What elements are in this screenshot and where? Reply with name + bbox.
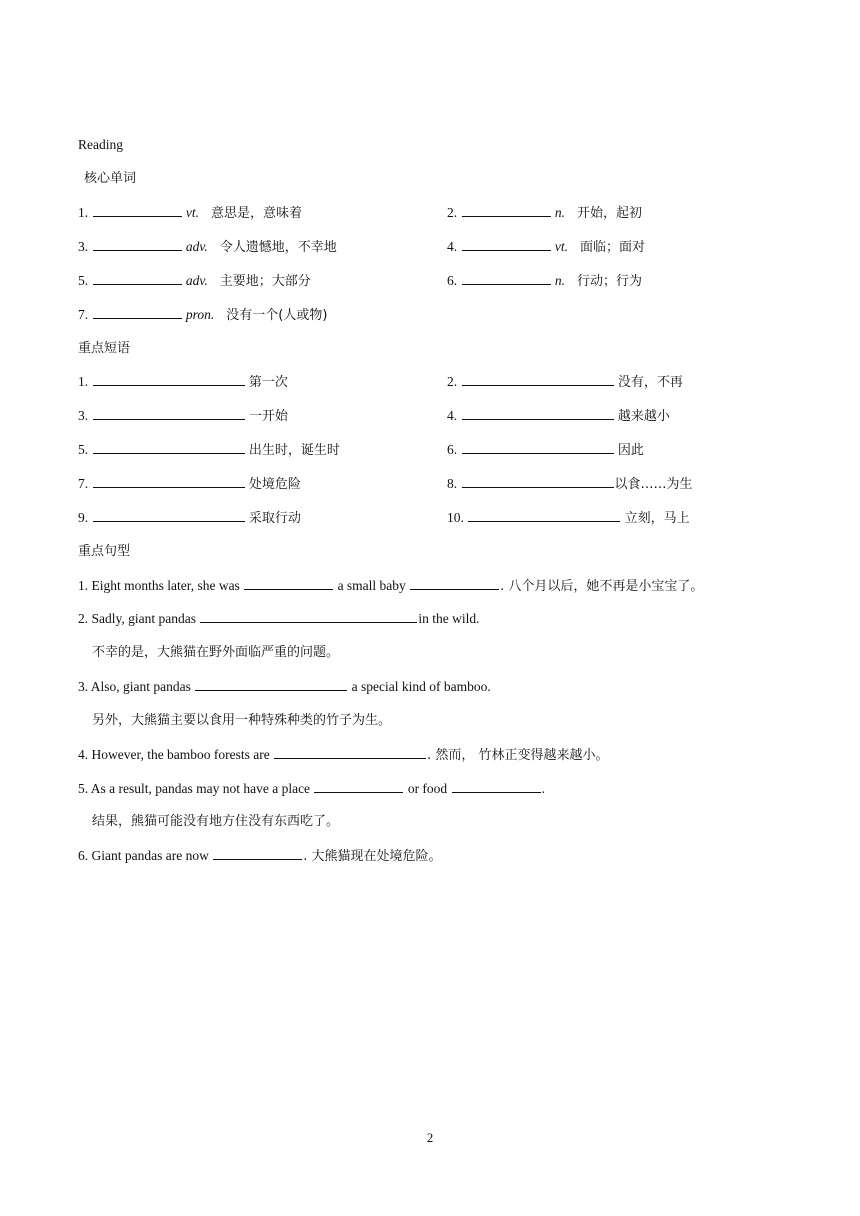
sentence-translation: 结果，熊猫可能没有地方住没有东西吃了。 (92, 814, 340, 829)
phrase-item: 4. 越来越小 (447, 408, 670, 424)
answer-blank[interactable] (462, 238, 551, 251)
phrase-item: 1. 第一次 (78, 374, 288, 390)
vocab-item: 5. adv. 主要地；大部分 (78, 273, 311, 289)
sentence-item: 6. Giant pandas are now . 大熊猫现在处境危险。 (78, 848, 442, 864)
phrase-item: 9. 采取行动 (78, 510, 301, 526)
answer-blank[interactable] (195, 678, 347, 691)
answer-blank[interactable] (462, 272, 551, 285)
page-title: Reading (78, 137, 123, 152)
answer-blank[interactable] (410, 577, 499, 590)
answer-blank[interactable] (462, 407, 614, 420)
phrase-item: 6. 因此 (447, 442, 644, 458)
answer-blank[interactable] (93, 204, 182, 217)
answer-blank[interactable] (93, 272, 182, 285)
sentence-item: 1. Eight months later, she was a small baby . 八个月以后，她不再是小宝宝了。 (78, 578, 704, 594)
phrase-item: 2. 没有，不再 (447, 374, 683, 390)
sentence-item: 4. However, the bamboo forests are . 然而， 竹林正变得越来越小。 (78, 747, 609, 763)
answer-blank[interactable] (93, 373, 245, 386)
answer-blank[interactable] (462, 373, 614, 386)
vocab-item: 7. pron. 没有一个(人或物) (78, 307, 328, 323)
answer-blank[interactable] (93, 306, 182, 319)
page-number: 2 (426, 1130, 434, 1145)
vocab-heading: 核心单词 (84, 171, 137, 186)
vocab-item: 6. n. 行动；行为 (447, 273, 643, 289)
answer-blank[interactable] (462, 441, 614, 454)
answer-blank[interactable] (93, 475, 245, 488)
sentence-item: 5. As a result, pandas may not have a place or food . (78, 781, 545, 796)
answer-blank[interactable] (314, 780, 403, 793)
sentence-translation: 另外，大熊猫主要以食用一种特殊种类的竹子为生。 (92, 713, 392, 728)
phrase-item: 5. 出生时，诞生时 (78, 442, 340, 458)
phrase-item: 8. 以食……为生 (447, 476, 693, 492)
sentence-item: 3. Also, giant pandas a special kind of bamboo. (78, 679, 491, 694)
answer-blank[interactable] (93, 441, 245, 454)
answer-blank[interactable] (93, 238, 182, 251)
sentences-heading: 重点句型 (78, 544, 131, 559)
answer-blank[interactable] (468, 509, 620, 522)
phrase-item: 7. 处境危险 (78, 476, 301, 492)
phrase-item: 3. 一开始 (78, 408, 288, 424)
answer-blank[interactable] (462, 475, 614, 488)
vocab-item: 1. vt. 意思是，意味着 (78, 205, 303, 221)
phrases-heading: 重点短语 (78, 341, 131, 356)
vocab-item: 4. vt. 面临；面对 (447, 239, 646, 255)
vocab-item: 3. adv. 令人遗憾地，不幸地 (78, 239, 337, 255)
answer-blank[interactable] (462, 204, 551, 217)
answer-blank[interactable] (452, 780, 541, 793)
answer-blank[interactable] (244, 577, 333, 590)
answer-blank[interactable] (93, 509, 245, 522)
answer-blank[interactable] (213, 847, 302, 860)
vocab-item: 2. n. 开始，起初 (447, 205, 643, 221)
sentence-item: 2. Sadly, giant pandas in the wild. (78, 611, 480, 626)
answer-blank[interactable] (274, 746, 426, 759)
phrase-item: 10. 立刻，马上 (447, 510, 690, 526)
sentence-translation: 不幸的是，大熊猫在野外面临严重的问题。 (92, 645, 340, 660)
answer-blank[interactable] (200, 610, 417, 623)
answer-blank[interactable] (93, 407, 245, 420)
